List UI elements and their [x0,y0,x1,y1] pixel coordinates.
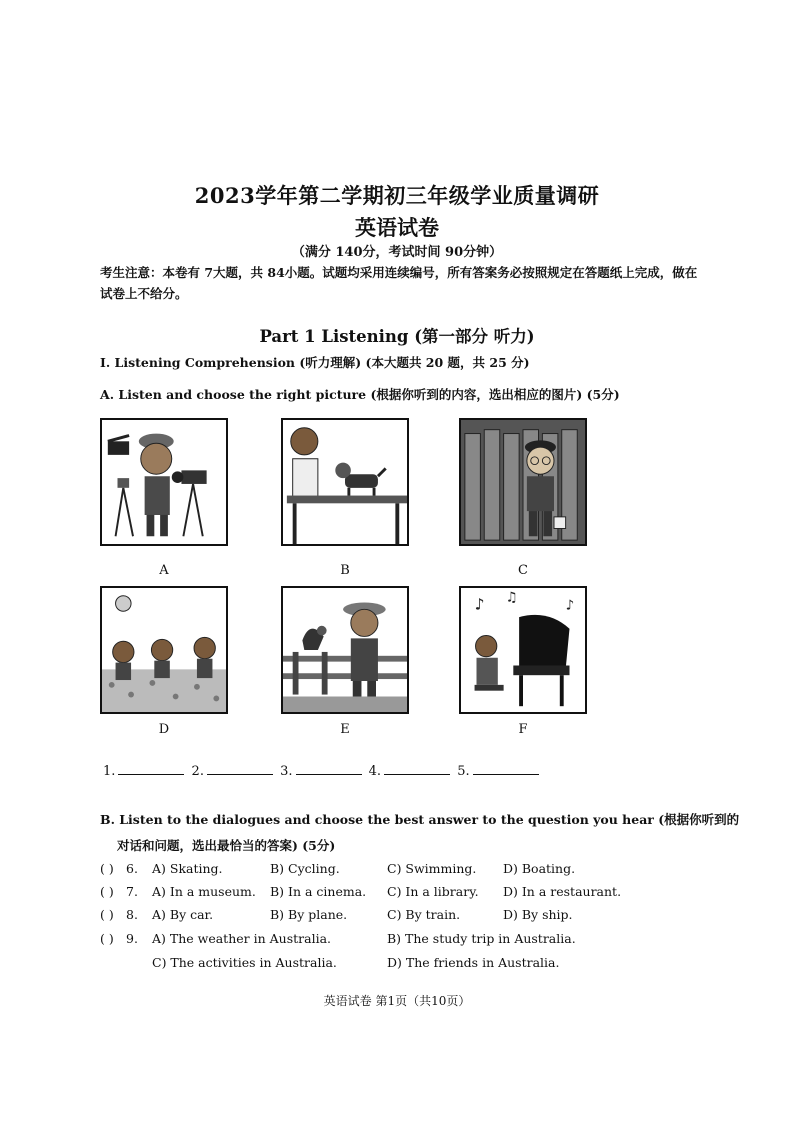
picture-e [281,586,409,714]
question-number: 6. [126,861,138,876]
answer-blank-3[interactable] [296,762,362,775]
question-number: 8. [126,907,138,922]
part1-title: Part 1 Listening (第一部分 听力) [259,327,535,346]
question-number: 7. [126,884,138,899]
option-b: B) By plane. [270,907,348,922]
answer-blank-4[interactable] [384,762,450,775]
blank-number: 2. [191,764,204,779]
page-footer: 英语试卷 第1页（共10页） [323,994,471,1008]
farmer-girl-rooster-icon [283,588,407,712]
option-b: B) In a cinema. [270,884,367,899]
option-b: B) The study trip in Australia. [387,931,576,946]
exam-title: 2023学年第二学期初三年级学业质量调研 [194,183,600,208]
picture-f-label: F [518,722,528,737]
option-b: B) Cycling. [270,861,340,876]
section-b-instruction-line2: 对话和问题，选出最恰当的答案) (5分) [117,838,336,853]
svg-text:♫: ♫ [505,589,518,606]
option-a: A) By car. [152,907,214,922]
answer-paren-7[interactable]: ( ) [100,884,114,899]
option-c: C) Swimming. [387,861,477,876]
picture-b-label: B [340,563,350,578]
man-with-dog-icon [283,420,407,544]
blank-number: 3. [280,764,293,779]
option-d: D) In a restaurant. [503,884,622,899]
section-b-instruction-line1: B. Listen to the dialogues and choose the best answer to the question you hear (根据你听到的 [100,812,740,827]
option-a: A) In a museum. [152,884,256,899]
picture-e-label: E [340,722,350,737]
candidate-notice: 考生注意：本卷有 7大题，共 84小题。试题均采用连续编号，所有答案务必按照规定在答题纸上完成，做在试卷上不给分。 [100,265,698,301]
question-number: 9. [126,931,138,946]
svg-text:♪: ♪ [474,595,485,614]
blank-number: 5. [457,764,470,779]
picture-answer-blanks [103,762,542,779]
answer-paren-9[interactable]: ( ) [100,931,114,946]
blank-number: 4. [368,764,382,779]
answer-paren-6[interactable]: ( ) [100,861,114,876]
picture-d-label: D [158,722,170,737]
picture-d [100,586,228,714]
picture-a-label: A [159,563,169,578]
girl-playing-piano-icon [461,588,585,712]
option-d: D) By ship. [503,907,573,922]
picture-a [100,418,228,546]
answer-blank-1[interactable] [118,762,184,775]
option-c: C) By train. [387,907,461,922]
picture-f [459,586,587,714]
answer-paren-8[interactable]: ( ) [100,907,114,922]
boy-painting-fence-icon [461,420,585,544]
option-a: A) The weather in Australia. [152,931,331,946]
option-c: C) The activities in Australia. [152,955,337,970]
option-d: D) The friends in Australia. [387,955,560,970]
picture-c [459,418,587,546]
children-playing-outdoors-icon [102,588,226,712]
picture-c-label: C [518,563,528,578]
score-note: （满分 140分，考试时间 90分钟） [291,245,503,260]
blank-number: 1. [103,764,116,779]
answer-blank-2[interactable] [207,762,273,775]
picture-b [281,418,409,546]
option-a: A) Skating. [152,861,223,876]
answer-blank-5[interactable] [473,762,539,775]
exam-subtitle: 英语试卷 [355,215,439,240]
section-a-instruction: A. Listen and choose the right picture (根据你听到的内容，选出相应的图片) (5分) [100,387,620,402]
option-c: C) In a library. [387,884,479,899]
filmmaker-camera-icon [102,420,226,544]
section-listening-comprehension: I. Listening Comprehension (听力理解) (本大题共 20 题，共 25 分) [100,355,530,370]
option-d: D) Boating. [503,861,576,876]
svg-text:♪: ♪ [565,597,575,614]
